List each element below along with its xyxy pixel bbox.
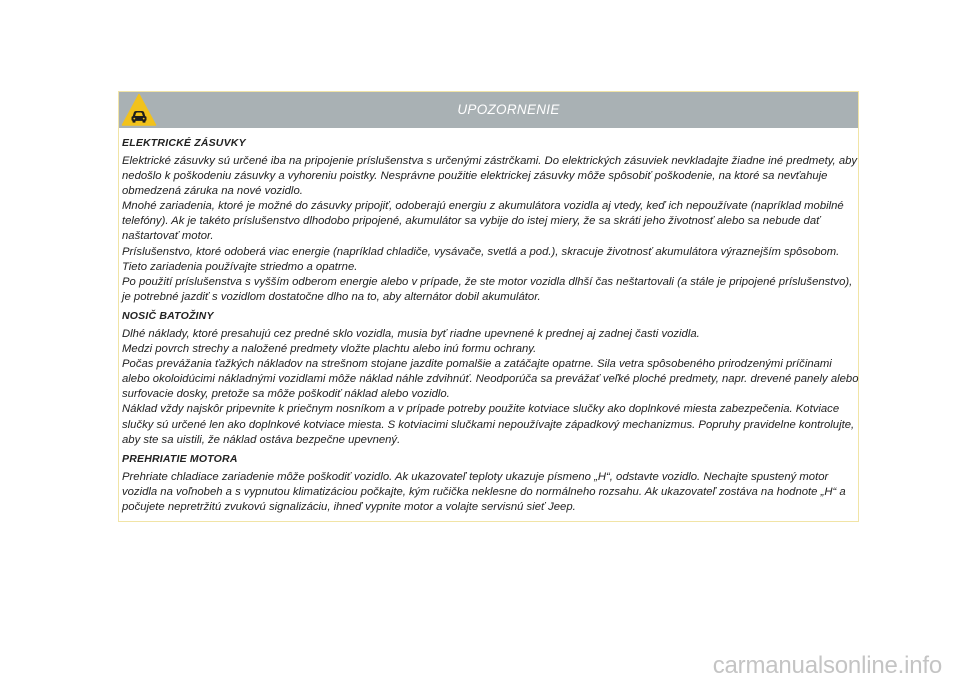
paragraph: Medzi povrch strechy a naložené predmety vložte plachtu alebo inú formu ochrany.: [122, 343, 537, 356]
paragraph: Počas prevážania ťažkých nákladov na strešnom stojane jazdite pomalšie a zatáčajte opatrne. Sila vetra spôsobeného prirodzenými príčinami alebo okoloidúcimi nákladnými vozidlami môže náklad náhle zdvihnúť. Neodporúča sa prevážať veľké ploché predmety, napr. drevené panely alebo surfovacie dosky, pretože sa môže poškodiť náklad alebo vozidlo.: [122, 358, 859, 401]
section-roof-rack: [122, 309, 859, 448]
warning-body: [122, 136, 859, 519]
paragraph: Mnohé zariadenia, ktoré je možné do zásuvky pripojiť, odoberajú energiu z akumulátora vozidla aj vtedy, keď ich nepoužívate (napríklad mobilné telefóny). Ak je takéto príslušenstvo dlhodobo pripojené, akumulátor sa vybije do istej miery, že sa skráti jeho životnosť alebo sa nebude dať naštartovať motor.: [122, 200, 844, 243]
watermark: carmanualsonline.info: [712, 652, 942, 679]
paragraph: Dlhé náklady, ktoré presahujú cez predné sklo vozidla, musia byť riadne upevnené k prednej aj zadnej časti vozidla.: [122, 327, 700, 340]
paragraph: Prehriate chladiace zariadenie môže poškodiť vozidlo. Ak ukazovateľ teploty ukazuje písmeno „H“, odstavte vozidlo. Nechajte spustený motor vozidla na voľnobeh a s vypnutou klimatizáciou počkajte, kým ručička neklesne do normálneho rozsahu. Ak ukazovateľ zostáva na hodnote „H“ a počujete nepretržitú zvukovú signalizáciu, ihneď vypnite motor a volajte servisnú sieť Jeep.: [122, 470, 846, 513]
paragraph: Po použití príslušenstva s vyšším odberom energie alebo v prípade, že ste motor vozidla dlhší čas neštartovali (a stále je pripojené príslušenstvo), je potrebné jazdiť s vozidlom dostatočne dlho na to, aby alternátor dobil akumulátor.: [122, 275, 853, 303]
warning-box: [118, 91, 859, 522]
section-heading: PREHRIATIE MOTORA: [122, 452, 238, 465]
section-engine-overheating: [122, 452, 859, 515]
paragraph: Príslušenstvo, ktoré odoberá viac energie (napríklad chladiče, vysávače, svetlá a pod.), skracuje životnosť akumulátora výraznejším spôsobom. Tieto zariadenia používajte striedmo a opatrne.: [122, 245, 840, 273]
paragraph: Elektrické zásuvky sú určené iba na pripojenie príslušenstva s určenými zástrčkami. Do elektrických zásuviek nevkladajte žiadne iné predmety, aby nedošlo k poškodeniu zásuvky a vyhoreniu poistky. Nesprávne použitie elektrickej zásuvky môže spôsobiť poškodenie, na ktoré sa nevťahuje obmedzená záruka na nové vozidlo.: [122, 155, 858, 198]
warning-title: UPOZORNENIE: [457, 102, 560, 117]
warning-header: [119, 92, 858, 128]
paragraph: Náklad vždy najskôr pripevnite k priečnym nosníkom a v prípade potreby použite kotviace slučky ako doplnkové miesta zabezpečenia. Kotviace slučky sú určené len ako doplnkové kotviace miesta. S kotviacimi slučkami nepoužívajte západkový mechanizmus. Popruhy pravidelne kontrolujte, aby ste sa uistili, že náklad ostáva bezpečne upevnený.: [122, 403, 855, 446]
section-power-outlets: [122, 136, 859, 305]
section-heading: NOSIČ BATOŽINY: [122, 309, 214, 322]
section-heading: ELEKTRICKÉ ZÁSUVKY: [122, 137, 246, 149]
